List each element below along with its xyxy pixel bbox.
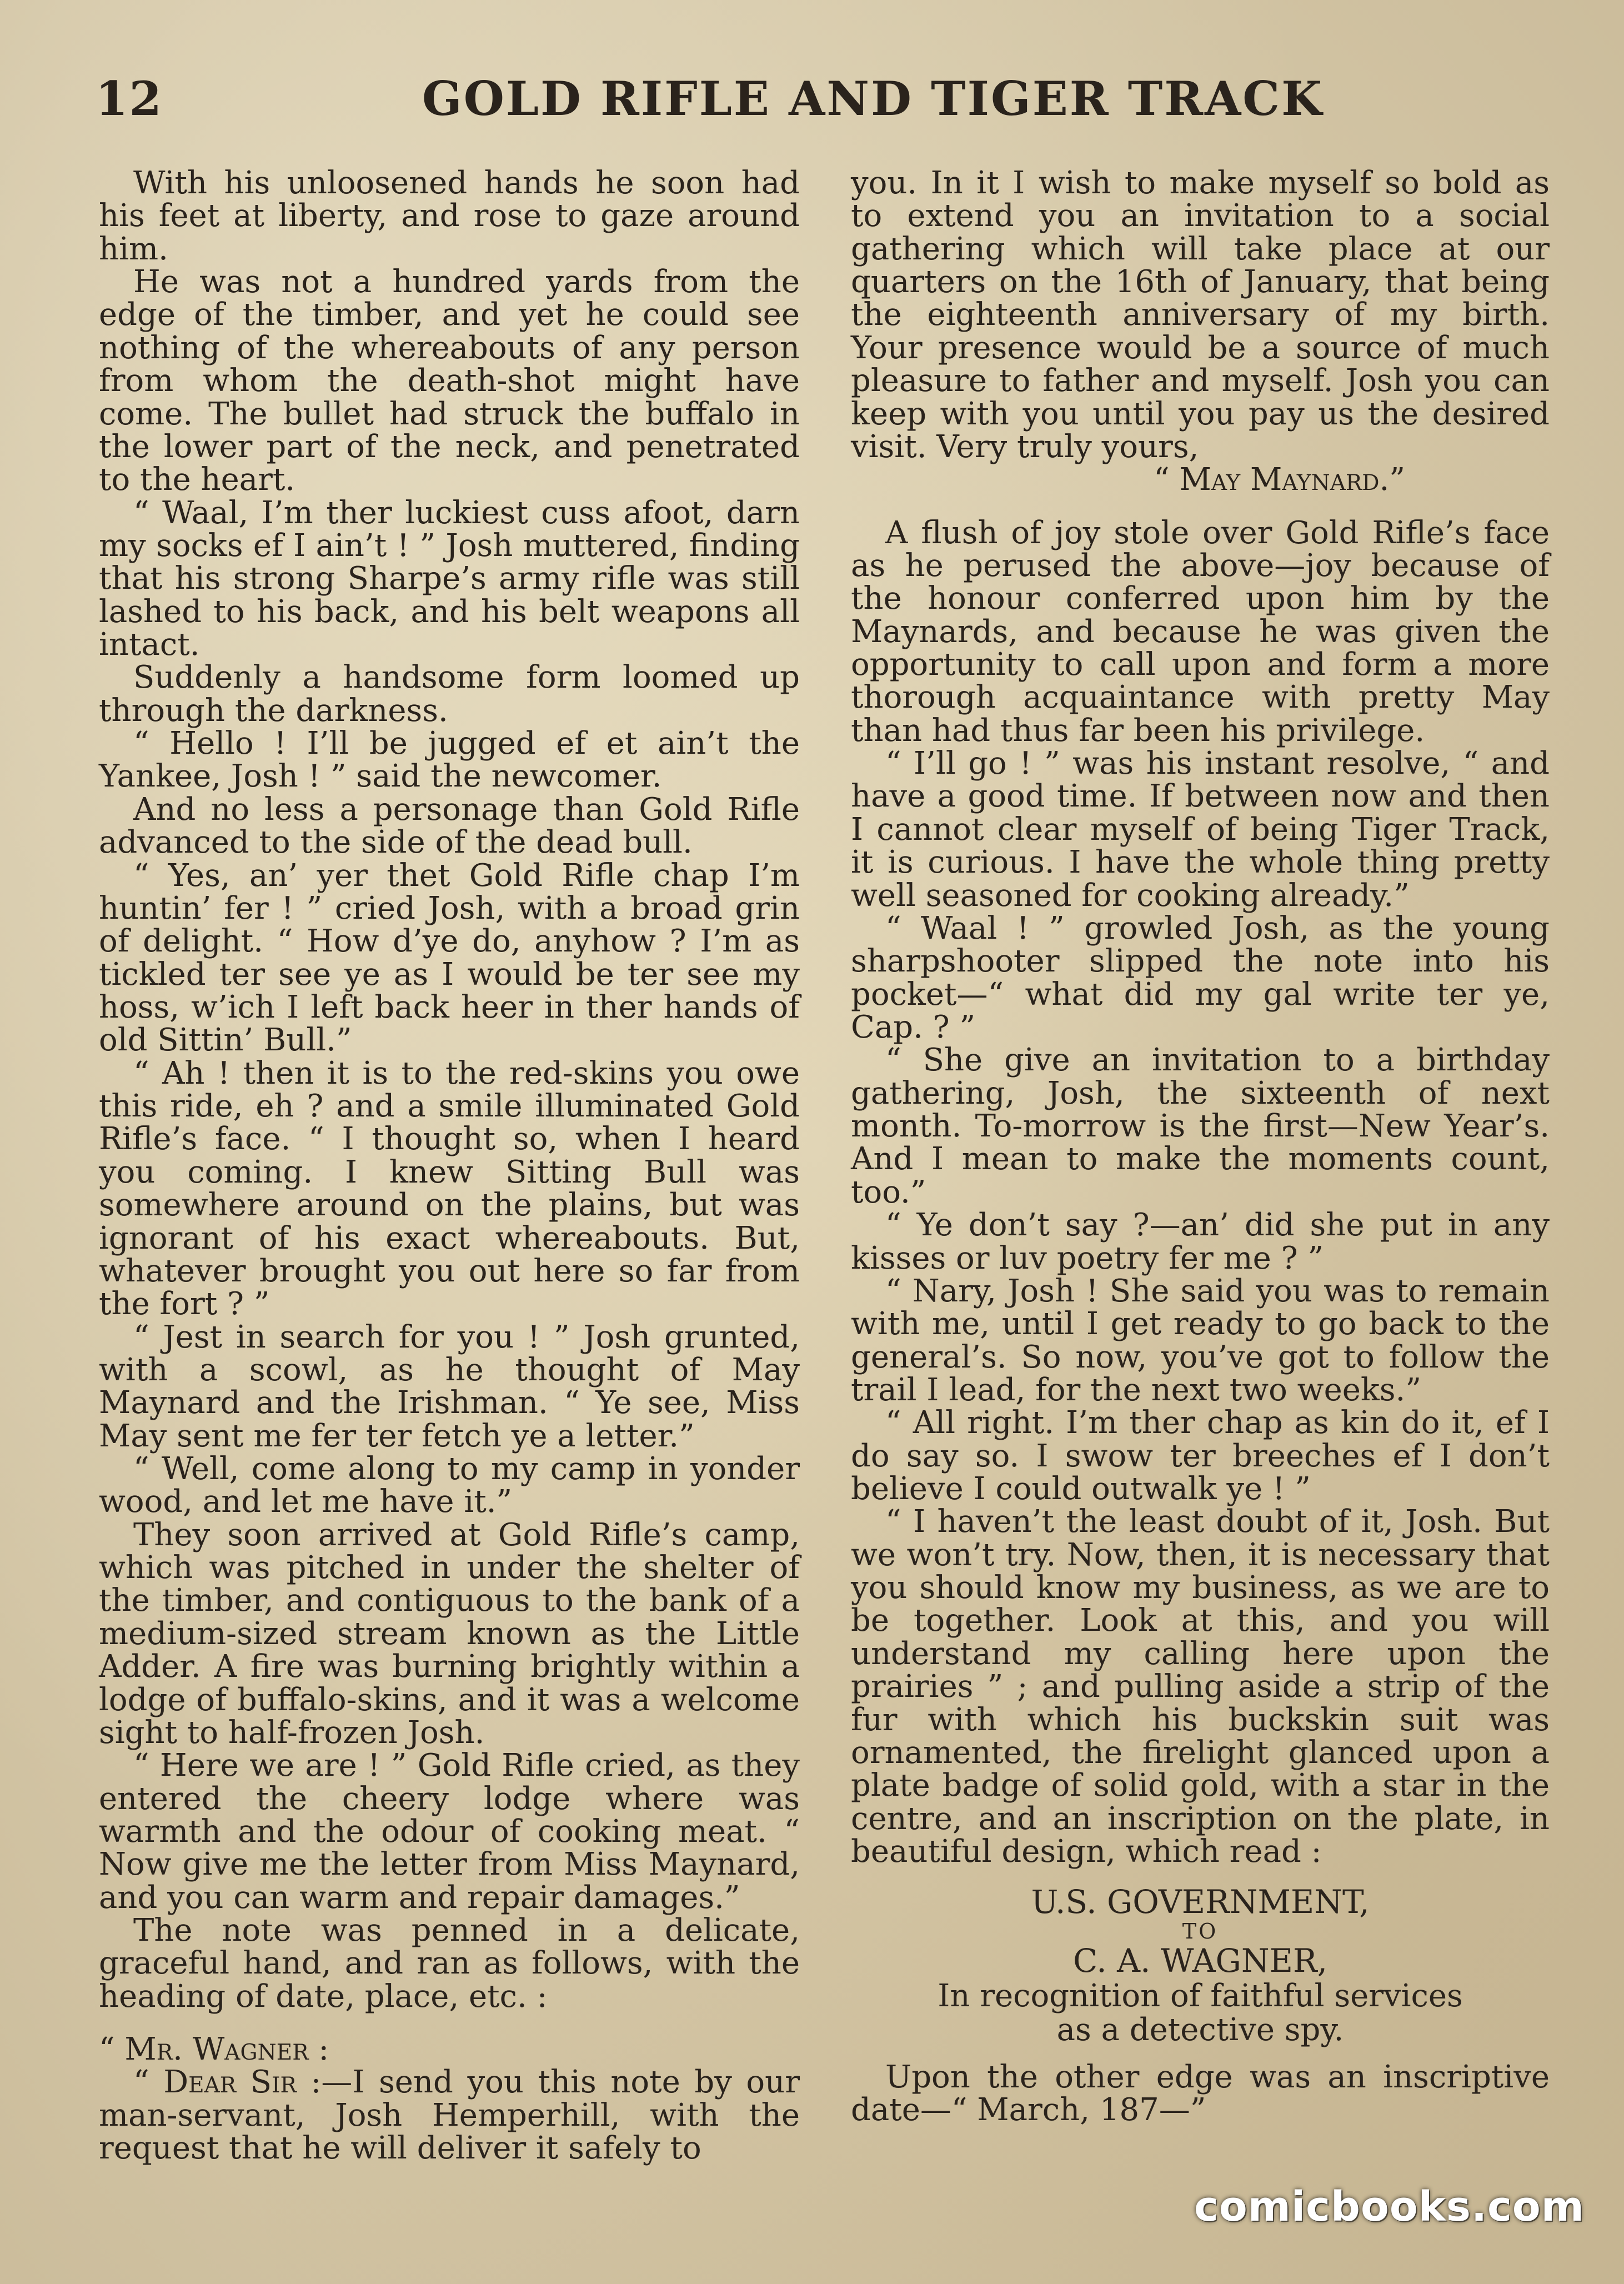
paragraph: They soon arrived at Gold Rifle’s camp, which was pitched in under the shelter of the timber, and contiguous to the bank of a medium-sized stream known as the Little Adder. A fire was burning brightly within a lodge of buffalo-skins, and it was a welcome sight to half-frozen Josh. (99, 1516, 800, 1751)
inscription-line: TO (1182, 1919, 1219, 1944)
paragraph: With his unloosened hands he soon had his feet at liberty, and rose to gaze around him. (99, 165, 800, 267)
paragraph: A flush of joy stole over Gold Rifle’s face as he perused the above—joy because of the honour conferred upon him by the Maynards, and because he was given the opportunity to call upon and form a more thorough acquaintance with pretty May than had thus far been his privilege. (851, 514, 1550, 749)
letter-body-start (99, 2066, 800, 2165)
watermark: comicbooks.com (1194, 2183, 1585, 2231)
letter-body-text: —I send you this note by our man-servant, Josh Hemperhill, with the request that he will deliver it safely to (99, 2064, 800, 2167)
paragraph: “ Well, come along to my camp in yonder wood, and let me have it.” (99, 1451, 800, 1520)
inscription-line: In recognition of faithful services (938, 1977, 1463, 2014)
badge-inscription (851, 1885, 1550, 2047)
letter-salutation (99, 2033, 800, 2066)
paragraph: He was not a hundred yards from the edge of the timber, and yet he could see nothing of the whereabouts of any person from whom the death-shot might have come. The bullet had struck the buffalo in the lower part of the neck, and penetrated to the heart. (99, 264, 800, 498)
paragraph: “ Jest in search for you ! ” Josh grunted, with a scowl, as he thought of May Maynard and the Irishman. “ Ye see, Miss May sent me fer ter fetch ye a letter.” (99, 1319, 800, 1454)
page-number: 12 (96, 71, 163, 126)
right-column (851, 167, 1550, 2127)
paragraph: “ Waal, I’m ther luckiest cuss afoot, darn my socks ef I ain’t ! ” Josh muttered, finding that his strong Sharpe’s army rifle was still lashed to his back, and his belt weapons all intact. (99, 494, 800, 663)
paragraph: “ I’ll go ! ” was his instant resolve, “ and have a good time. If between now and then I cannot clear myself of being Tiger Track, it is curious. I have the whole thing pretty well seasoned for cooking already.” (851, 745, 1550, 914)
letter-signature: “ May Maynard.” (1154, 462, 1405, 498)
running-title: GOLD RIFLE AND TIGER TRACK (422, 71, 1324, 126)
paragraph: The note was penned in a delicate, graceful hand, and ran as follows, with the heading of date, place, etc. : (99, 1912, 800, 2015)
letter-salutation-text: “ Mr. Wagner : (99, 2031, 329, 2068)
paragraph: “ Yes, an’ yer thet Gold Rifle chap I’m huntin’ fer ! ” cried Josh, with a broad grin of delight. “ How d’ye do, anyhow ? I’m as tickled ter see ye as I would be ter see my hoss, w’ich I left back heer in ther hands of old Sittin’ Bull.” (99, 857, 800, 1059)
letter-continuation: you. In it I wish to make myself so bold as to extend you an invitation to a social gathering which will take place at our quarters on the 16th of January, that being the eighteenth anniversary of my birth. Your presence would be a source of much pleasure to father and myself. Josh you can keep with you until you pay us the desired visit. Very truly yours, (851, 165, 1550, 465)
paragraph: “ I haven’t the least doubt of it, Josh. But we won’t try. Now, then, it is necessary that you should know my business, as we are to be together. Look at this, and you will understand my calling here upon the prairies ” ; and pulling aside a strip of the fur with which his buckskin suit was ornamented, the firelight glanced upon a plate badge of solid gold, with a star in the centre, and an inscription on the plate, in beautiful design, which read : (851, 1504, 1550, 1870)
paragraph: And no less a personage than Gold Rifle advanced to the side of the dead bull. (99, 791, 800, 861)
inscription-line: C. A. WAGNER, (1072, 1941, 1328, 1980)
left-column (99, 167, 800, 2165)
paragraph: “ All right. I’m ther chap as kin do it, ef I do say so. I swow ter breeches ef I don’t believe I could outwalk ye ! ” (851, 1405, 1550, 1507)
letter-dear-sir: “ Dear Sir : (133, 2064, 322, 2101)
paragraph: Upon the other edge was an inscriptive date—“ March, 187—” (851, 2058, 1550, 2128)
paragraph: “ Nary, Josh ! She said you was to remain with me, until I get ready to go back to the general’s. So now, you’ve got to follow the trail I lead, for the next two weeks.” (851, 1273, 1550, 1408)
paragraph: “ Waal ! ” growled Josh, as the young sharpshooter slipped the note into his pocket—“ what did my gal write ter ye, Cap. ? ” (851, 910, 1550, 1045)
paragraph: “ Hello ! I’ll be jugged ef et ain’t the Yankee, Josh ! ” said the newcomer. (99, 725, 800, 795)
paragraph: “ Here we are ! ” Gold Rifle cried, as they entered the cheery lodge where was warmth and the odour of cooking meat. “ Now give me the letter from Miss Maynard, and you can warm and repair damages.” (99, 1747, 800, 1916)
inscription-line: U.S. GOVERNMENT, (1031, 1883, 1370, 1921)
paragraph: “ Ye don’t say ?—an’ did she put in any kisses or luv poetry fer me ? ” (851, 1207, 1550, 1276)
paragraph: Suddenly a handsome form loomed up through the darkness. (99, 659, 800, 729)
paragraph: “ She give an invitation to a birthday gathering, Josh, the sixteenth of next month. To-morrow is the first—New Year’s. And I mean to make the moments count, too.” (851, 1042, 1550, 1210)
paragraph: “ Ah ! then it is to the red-skins you owe this ride, eh ? and a smile illuminated Gold Rifle’s face. “ I thought so, when I heard you coming. I knew Sitting Bull was somewhere around on the plains, but was ignorant of his exact whereabouts. But, whatever brought you out here so far from the fort ? ” (99, 1055, 800, 1323)
inscription-line: as a detective spy. (1056, 2012, 1344, 2048)
